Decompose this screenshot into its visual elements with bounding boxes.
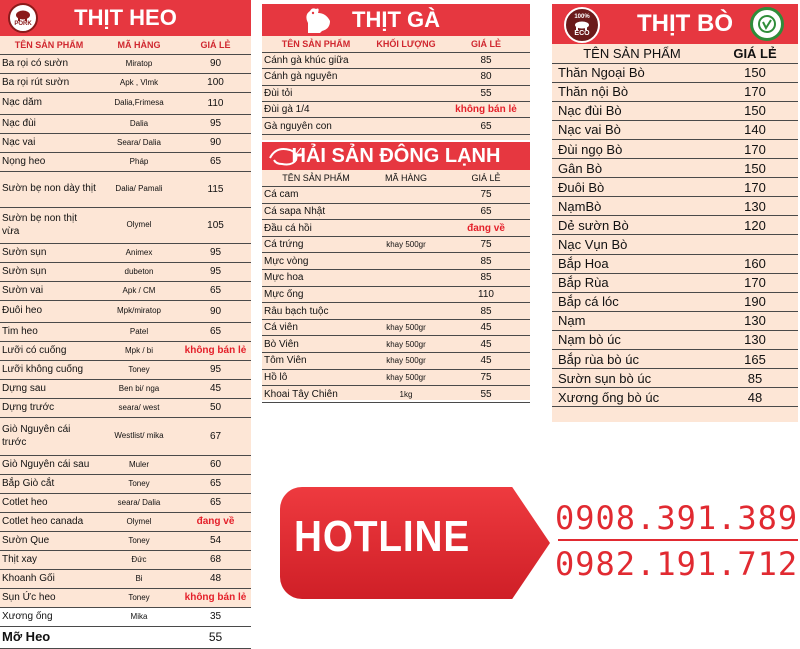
hotline-phone-2[interactable]: 0982.191.712 — [555, 545, 799, 583]
seafood-product-name: Mực vòng — [262, 253, 370, 270]
chicken-product-name: Cánh gà khúc giữa — [262, 52, 370, 68]
seafood-product-name: Hồ lô — [262, 369, 370, 386]
pork-product-price: 95 — [180, 262, 251, 281]
pork-product-price: 65 — [180, 152, 251, 171]
pork-table-row — [0, 474, 251, 493]
chicken-panel — [262, 4, 530, 140]
beef-col-name: TÊN SẢN PHẨM — [552, 44, 712, 63]
seafood-table-row — [262, 253, 530, 270]
pork-product-code: Mpk/miratop — [98, 300, 180, 322]
pork-product-price: 90 — [180, 300, 251, 322]
chicken-product-price: 55 — [442, 85, 530, 101]
chicken-product-weight — [370, 118, 442, 134]
beef-table-row — [552, 82, 798, 101]
beef-header — [552, 4, 798, 44]
pork-product-price: 115 — [180, 171, 251, 207]
pig-icon — [14, 9, 32, 21]
pork-product-price: 48 — [180, 569, 251, 588]
eco-logo-top: 100% — [574, 13, 590, 20]
beef-table-row — [552, 178, 798, 197]
seafood-product-name: Cá trứng — [262, 236, 370, 253]
beef-col-price: GIÁ LẺ — [712, 44, 798, 63]
pork-table-row — [0, 341, 251, 360]
pork-product-code: Dalia,Frimesa — [98, 92, 180, 114]
chicken-product-price: 80 — [442, 69, 530, 85]
beef-product-price: 170 — [712, 273, 798, 292]
pork-product-name: Sụn Ức heo — [0, 588, 98, 607]
pork-table-row — [0, 92, 251, 114]
seafood-table-row — [262, 220, 530, 237]
beef-table-row — [552, 101, 798, 120]
pork-logo-text: PORK — [14, 21, 32, 27]
hotline-banner — [280, 487, 800, 599]
beef-product-name: Nạc Vụn Bò — [552, 235, 712, 254]
seafood-product-name: Cá viên — [262, 319, 370, 336]
pork-product-name: Sườn Que — [0, 531, 98, 550]
pork-product-code: Toney — [98, 531, 180, 550]
beef-table-row — [552, 63, 798, 82]
pork-product-price: 65 — [180, 474, 251, 493]
seafood-product-price: 45 — [442, 336, 530, 353]
pork-product-name: Lưỡi có cuống — [0, 341, 98, 360]
chicken-header — [262, 4, 530, 36]
pork-product-code: Apk , Vlmk — [98, 73, 180, 92]
pork-product-price: 95 — [180, 114, 251, 133]
pork-product-name: Dựng sau — [0, 379, 98, 398]
pork-product-name: Xương ống — [0, 607, 98, 626]
pork-col-name: TÊN SẢN PHẨM — [0, 36, 98, 54]
pork-product-price: không bán lẻ — [180, 341, 251, 360]
pork-product-name: Tim heo — [0, 322, 98, 341]
pork-product-name: Nọng heo — [0, 152, 98, 171]
seafood-product-code — [370, 303, 442, 320]
seafood-product-price: 65 — [442, 203, 530, 220]
pork-product-code: Olymel — [98, 207, 180, 243]
chicken-col-price: GIÁ LẺ — [442, 36, 530, 52]
pork-product-code: Toney — [98, 474, 180, 493]
pork-product-price: 95 — [180, 243, 251, 262]
chicken-product-weight — [370, 52, 442, 68]
pork-product-code: Muler — [98, 455, 180, 474]
seafood-product-code — [370, 187, 442, 204]
pork-product-code: Apk / CM — [98, 281, 180, 300]
seafood-product-price: 55 — [442, 386, 530, 403]
seafood-product-price: 75 — [442, 236, 530, 253]
chicken-table-row — [262, 69, 530, 85]
beef-product-price: 48 — [712, 388, 798, 407]
beef-product-price: 170 — [712, 178, 798, 197]
beef-product-name: NạmBò — [552, 197, 712, 216]
beef-product-price — [712, 235, 798, 254]
pork-product-name: Khoanh Gối — [0, 569, 98, 588]
hotline-phone-1[interactable]: 0908.391.389 — [555, 499, 799, 537]
beef-product-name: Thăn Ngoại Bò — [552, 63, 712, 82]
beef-product-name: Nạm — [552, 311, 712, 330]
beef-table-row — [552, 330, 798, 349]
beef-product-name: Xương ống bò úc — [552, 388, 712, 407]
pork-product-price: 35 — [180, 607, 251, 626]
seafood-table-row — [262, 203, 530, 220]
pork-product-price: 105 — [180, 207, 251, 243]
seafood-table-row — [262, 303, 530, 320]
chicken-product-weight — [370, 102, 442, 118]
chicken-table — [262, 36, 530, 135]
seafood-table-row — [262, 369, 530, 386]
pork-product-name: Cotlet heo — [0, 493, 98, 512]
pork-product-name: Nạc đùi — [0, 114, 98, 133]
beef-product-name: Nạm bò úc — [552, 330, 712, 349]
beef-product-name: Bắp Hoa — [552, 254, 712, 273]
seafood-product-price: 85 — [442, 253, 530, 270]
beef-product-name: Bắp Rùa — [552, 273, 712, 292]
seafood-product-name: Tôm Viên — [262, 353, 370, 370]
beef-product-price: 150 — [712, 63, 798, 82]
pork-product-name: Dựng trước — [0, 398, 98, 417]
quality-seal-icon — [750, 7, 784, 41]
pork-table-row — [0, 626, 251, 648]
pork-table-row — [0, 133, 251, 152]
pork-product-code: Bi — [98, 569, 180, 588]
pork-table-row — [0, 207, 251, 243]
seafood-panel — [262, 142, 530, 400]
pork-product-name: Bắp Giò cắt — [0, 474, 98, 493]
pork-product-name: Nạc dăm — [0, 92, 98, 114]
beef-product-price: 130 — [712, 197, 798, 216]
pork-product-price: 54 — [180, 531, 251, 550]
pork-panel — [0, 0, 251, 645]
seafood-product-code: khay 500gr — [370, 236, 442, 253]
chicken-product-name: Đùi tỏi — [262, 85, 370, 101]
seafood-title: HẢI SẢN ĐÔNG LẠNH — [291, 144, 501, 167]
pork-product-code: Dalia/ Pamali — [98, 171, 180, 207]
pork-table-row — [0, 281, 251, 300]
beef-product-price: 120 — [712, 216, 798, 235]
seafood-product-code — [370, 270, 442, 287]
pork-product-price: 65 — [180, 322, 251, 341]
pork-product-code: Seara/ Dalia — [98, 133, 180, 152]
pork-table-row — [0, 398, 251, 417]
chicken-product-name: Cánh gà nguyên — [262, 69, 370, 85]
pork-table-row — [0, 417, 251, 455]
beef-product-price: 140 — [712, 120, 798, 139]
shrimp-icon — [266, 144, 302, 168]
pork-product-code: seara/ Dalia — [98, 493, 180, 512]
beef-product-name: Gân Bò — [552, 159, 712, 178]
pork-table-row — [0, 455, 251, 474]
pork-table-row — [0, 243, 251, 262]
pork-product-code: Dalia — [98, 114, 180, 133]
pork-product-price: 90 — [180, 54, 251, 73]
beef-table-row — [552, 197, 798, 216]
pork-table-row — [0, 379, 251, 398]
hotline-divider — [558, 539, 798, 541]
chicken-product-price: không bán lẻ — [442, 102, 530, 118]
pork-product-name: Giò Nguyên cái sau — [0, 455, 98, 474]
seafood-product-code — [370, 253, 442, 270]
pork-product-price: 65 — [180, 493, 251, 512]
beef-product-name: Đùi ngọ Bò — [552, 139, 712, 158]
seafood-product-price: 85 — [442, 270, 530, 287]
cow-icon — [572, 20, 592, 30]
pork-product-price: 60 — [180, 455, 251, 474]
pork-product-code: Westlist/ mika — [98, 417, 180, 455]
chicken-header-row — [262, 36, 530, 52]
beef-product-name: Bắp rùa bò úc — [552, 350, 712, 369]
seafood-product-name: Mực ống — [262, 286, 370, 303]
beef-table-row — [552, 235, 798, 254]
beef-panel — [552, 4, 798, 422]
beef-table-row — [552, 216, 798, 235]
pork-product-code: Patel — [98, 322, 180, 341]
beef-product-name: Đuôi Bò — [552, 178, 712, 197]
pork-product-price: 55 — [180, 626, 251, 648]
pork-product-price: 68 — [180, 550, 251, 569]
pork-title: THỊT HEO — [74, 5, 177, 30]
pork-table-row — [0, 512, 251, 531]
pork-product-name: Mỡ Heo — [0, 626, 98, 648]
seafood-product-name: Bò Viên — [262, 336, 370, 353]
pork-product-code: Ben bi/ nga — [98, 379, 180, 398]
pork-product-code: Đức — [98, 550, 180, 569]
pork-product-name: Sườn sụn — [0, 243, 98, 262]
pork-product-name: Lưỡi không cuống — [0, 360, 98, 379]
seafood-table-row — [262, 353, 530, 370]
seafood-product-name: Đầu cá hồi — [262, 220, 370, 237]
beef-table-row — [552, 369, 798, 388]
rooster-icon — [300, 5, 334, 35]
seafood-product-code — [370, 203, 442, 220]
pork-product-name: Sườn bẹ non dày thịt — [0, 171, 98, 207]
seafood-product-price: 45 — [442, 353, 530, 370]
pork-table-row — [0, 152, 251, 171]
seafood-header — [262, 142, 530, 170]
beef-table-row — [552, 292, 798, 311]
seafood-col-price: GIÁ LẺ — [442, 170, 530, 187]
beef-product-price: 150 — [712, 101, 798, 120]
beef-table-row — [552, 350, 798, 369]
pork-product-code: Toney — [98, 360, 180, 379]
pork-table-row — [0, 360, 251, 379]
seafood-product-price: 75 — [442, 187, 530, 204]
beef-product-name: Sườn sụn bò úc — [552, 369, 712, 388]
beef-product-price: 150 — [712, 159, 798, 178]
pork-product-code: Miratop — [98, 54, 180, 73]
pork-product-price: 65 — [180, 281, 251, 300]
seafood-table-row — [262, 187, 530, 204]
beef-table-row — [552, 139, 798, 158]
beef-product-name: Dẻ sườn Bò — [552, 216, 712, 235]
seafood-product-name: Mực hoa — [262, 270, 370, 287]
pork-product-price: 50 — [180, 398, 251, 417]
seafood-product-code: khay 500gr — [370, 369, 442, 386]
pork-table — [0, 36, 251, 649]
seafood-table-row — [262, 336, 530, 353]
beef-table — [552, 44, 798, 407]
seafood-product-name: Khoai Tây Chiên — [262, 386, 370, 403]
chicken-table-row — [262, 52, 530, 68]
pork-product-code: Animex — [98, 243, 180, 262]
pork-table-row — [0, 550, 251, 569]
eco-logo-icon — [564, 7, 600, 43]
pork-col-price: GIÁ LẺ — [180, 36, 251, 54]
beef-table-row — [552, 311, 798, 330]
seafood-product-code — [370, 286, 442, 303]
pork-product-name: Đuôi heo — [0, 300, 98, 322]
pork-col-code: MÃ HÀNG — [98, 36, 180, 54]
pork-table-row — [0, 588, 251, 607]
beef-table-row — [552, 254, 798, 273]
eco-logo-text: ECO — [574, 29, 590, 37]
pork-header-row — [0, 36, 251, 54]
seafood-product-name: Cá sapa Nhật — [262, 203, 370, 220]
pork-product-name: Cotlet heo canada — [0, 512, 98, 531]
seafood-table-row — [262, 286, 530, 303]
pork-table-row — [0, 73, 251, 92]
chicken-product-price: 65 — [442, 118, 530, 134]
pork-product-price: 45 — [180, 379, 251, 398]
pork-table-row — [0, 171, 251, 207]
pork-table-row — [0, 114, 251, 133]
seafood-header-row — [262, 170, 530, 187]
beef-table-row — [552, 120, 798, 139]
pork-table-row — [0, 54, 251, 73]
pork-product-code: seara/ west — [98, 398, 180, 417]
pork-product-name: Sườn sụn — [0, 262, 98, 281]
seafood-table-row — [262, 386, 530, 403]
pork-product-code: dubeton — [98, 262, 180, 281]
chicken-product-name: Đùi gà 1/4 — [262, 102, 370, 118]
pork-product-name: Giò Nguyên cái trước — [0, 417, 98, 455]
beef-product-price: 130 — [712, 330, 798, 349]
pork-product-code: Pháp — [98, 152, 180, 171]
pork-product-code: Olymel — [98, 512, 180, 531]
chicken-table-row — [262, 85, 530, 101]
beef-header-row — [552, 44, 798, 63]
pork-product-price: đang về — [180, 512, 251, 531]
chicken-product-weight — [370, 85, 442, 101]
hotline-label: HOTLINE — [294, 512, 471, 561]
seafood-product-code: khay 500gr — [370, 336, 442, 353]
pork-product-name: Nạc vai — [0, 133, 98, 152]
pork-product-code: Mika — [98, 607, 180, 626]
pork-table-row — [0, 531, 251, 550]
pork-header — [0, 0, 251, 36]
chicken-col-name: TÊN SẢN PHẨM — [262, 36, 370, 52]
seafood-table-row — [262, 319, 530, 336]
pork-product-price: không bán lẻ — [180, 588, 251, 607]
seafood-table-row — [262, 236, 530, 253]
pork-product-price: 100 — [180, 73, 251, 92]
pork-logo-icon — [8, 3, 38, 33]
seafood-product-price: 85 — [442, 303, 530, 320]
beef-product-price: 190 — [712, 292, 798, 311]
beef-table-row — [552, 159, 798, 178]
pork-table-row — [0, 493, 251, 512]
beef-title: THỊT BÒ — [637, 10, 733, 37]
pork-product-name: Thịt xay — [0, 550, 98, 569]
beef-table-row — [552, 273, 798, 292]
pork-product-name: Sườn bẹ non thịt vừa — [0, 207, 98, 243]
pork-product-code: Toney — [98, 588, 180, 607]
beef-product-price: 160 — [712, 254, 798, 273]
pork-product-price: 67 — [180, 417, 251, 455]
pork-product-price: 110 — [180, 92, 251, 114]
chicken-col-weight: KHỐI LƯỢNG — [370, 36, 442, 52]
beef-product-price: 170 — [712, 82, 798, 101]
seafood-table-row — [262, 270, 530, 287]
seafood-product-price: đang về — [442, 220, 530, 237]
beef-product-price: 165 — [712, 350, 798, 369]
beef-product-name: Thăn nội Bò — [552, 82, 712, 101]
pork-product-price: 95 — [180, 360, 251, 379]
pork-table-row — [0, 607, 251, 626]
seafood-product-price: 45 — [442, 319, 530, 336]
chicken-product-price: 85 — [442, 52, 530, 68]
pork-table-row — [0, 569, 251, 588]
beef-product-price: 170 — [712, 139, 798, 158]
seafood-product-name: Cá cam — [262, 187, 370, 204]
seafood-product-code — [370, 220, 442, 237]
beef-product-name: Nạc đùi Bò — [552, 101, 712, 120]
pork-table-row — [0, 300, 251, 322]
beef-product-name: Nạc vai Bò — [552, 120, 712, 139]
seafood-product-name: Râu bạch tuộc — [262, 303, 370, 320]
seafood-table — [262, 170, 530, 403]
beef-product-price: 130 — [712, 311, 798, 330]
pork-table-row — [0, 262, 251, 281]
seafood-product-price: 110 — [442, 286, 530, 303]
seafood-product-code: khay 500gr — [370, 319, 442, 336]
pork-table-row — [0, 322, 251, 341]
seafood-col-code: MÃ HÀNG — [370, 170, 442, 187]
beef-table-row — [552, 388, 798, 407]
chicken-table-row — [262, 102, 530, 118]
chicken-table-row — [262, 118, 530, 134]
pork-product-name: Ba rọi có sườn — [0, 54, 98, 73]
beef-product-price: 85 — [712, 369, 798, 388]
beef-product-name: Bắp cá lóc — [552, 292, 712, 311]
seafood-product-code: khay 500gr — [370, 353, 442, 370]
pork-product-code: Mpk / bi — [98, 341, 180, 360]
pork-product-name: Ba rọi rút sườn — [0, 73, 98, 92]
chicken-title: THỊT GÀ — [352, 7, 440, 32]
pork-product-price: 90 — [180, 133, 251, 152]
chicken-product-name: Gà nguyên con — [262, 118, 370, 134]
seafood-product-price: 75 — [442, 369, 530, 386]
seafood-col-name: TÊN SẢN PHẨM — [262, 170, 370, 187]
pork-product-code — [98, 626, 180, 648]
pork-product-name: Sườn vai — [0, 281, 98, 300]
seafood-product-code: 1kg — [370, 386, 442, 403]
chicken-product-weight — [370, 69, 442, 85]
